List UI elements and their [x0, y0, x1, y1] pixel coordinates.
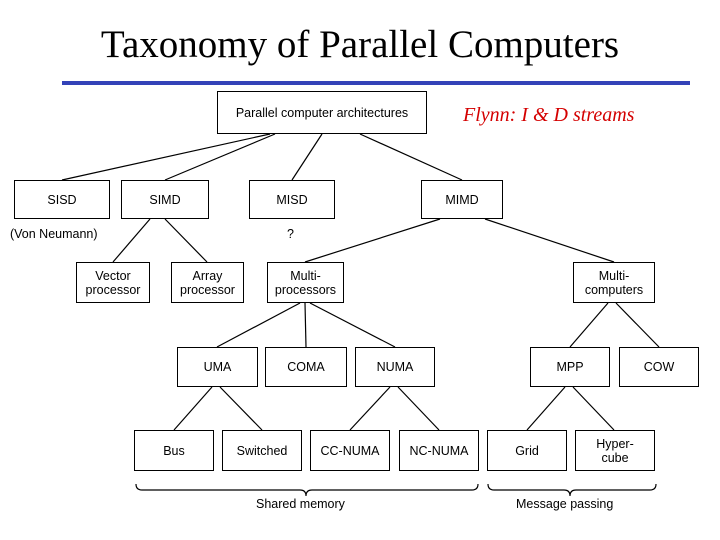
- node-hypercube: Hyper- cube: [575, 430, 655, 471]
- edge-mpp-hypercube: [573, 387, 614, 430]
- subtitle-annotation: Flynn: I & D streams: [463, 104, 635, 126]
- edge-simd-array: [165, 219, 207, 262]
- edge-numa-ccnuma: [350, 387, 390, 430]
- node-coma: COMA: [265, 347, 347, 387]
- node-grid: Grid: [487, 430, 567, 471]
- edge-root-sisd: [62, 134, 270, 180]
- edge-multicomputers-cow: [616, 303, 659, 347]
- edge-uma-switched: [220, 387, 262, 430]
- node-multiprocessors: Multi- processors: [267, 262, 344, 303]
- shared-memory-label: Shared memory: [256, 497, 345, 511]
- misd-unknown-label: ?: [287, 227, 294, 241]
- shared-memory-brace: [136, 484, 478, 496]
- node-uma: UMA: [177, 347, 258, 387]
- edge-multiprocessors-coma: [305, 303, 306, 347]
- node-simd: SIMD: [121, 180, 209, 219]
- edge-root-mimd: [360, 134, 462, 180]
- node-parallel-computer-architectures: Parallel computer architectures: [217, 91, 427, 134]
- edge-root-simd: [165, 134, 275, 180]
- edge-uma-bus: [174, 387, 212, 430]
- node-numa: NUMA: [355, 347, 435, 387]
- node-cc-numa: CC-NUMA: [310, 430, 390, 471]
- node-switched: Switched: [222, 430, 302, 471]
- edge-mimd-multiprocessors: [305, 219, 440, 262]
- slide-title: Taxonomy of Parallel Computers: [100, 23, 620, 66]
- node-misd: MISD: [249, 180, 335, 219]
- node-cow: COW: [619, 347, 699, 387]
- node-nc-numa: NC-NUMA: [399, 430, 479, 471]
- edge-multicomputers-mpp: [570, 303, 608, 347]
- edge-multiprocessors-numa: [310, 303, 395, 347]
- node-array-processor: Array processor: [171, 262, 244, 303]
- edge-numa-ncnuma: [398, 387, 439, 430]
- edge-simd-vector: [113, 219, 150, 262]
- node-mpp: MPP: [530, 347, 610, 387]
- message-passing-label: Message passing: [516, 497, 614, 511]
- node-bus: Bus: [134, 430, 214, 471]
- message-passing-brace: [488, 484, 656, 496]
- node-mimd: MIMD: [421, 180, 503, 219]
- node-sisd: SISD: [14, 180, 110, 219]
- edge-mpp-grid: [527, 387, 565, 430]
- edge-root-misd: [292, 134, 322, 180]
- von-neumann-label: (Von Neumann): [10, 227, 98, 241]
- node-vector-processor: Vector processor: [76, 262, 150, 303]
- node-multicomputers: Multi- computers: [573, 262, 655, 303]
- edge-mimd-multicomputers: [485, 219, 614, 262]
- edge-multiprocessors-uma: [217, 303, 300, 347]
